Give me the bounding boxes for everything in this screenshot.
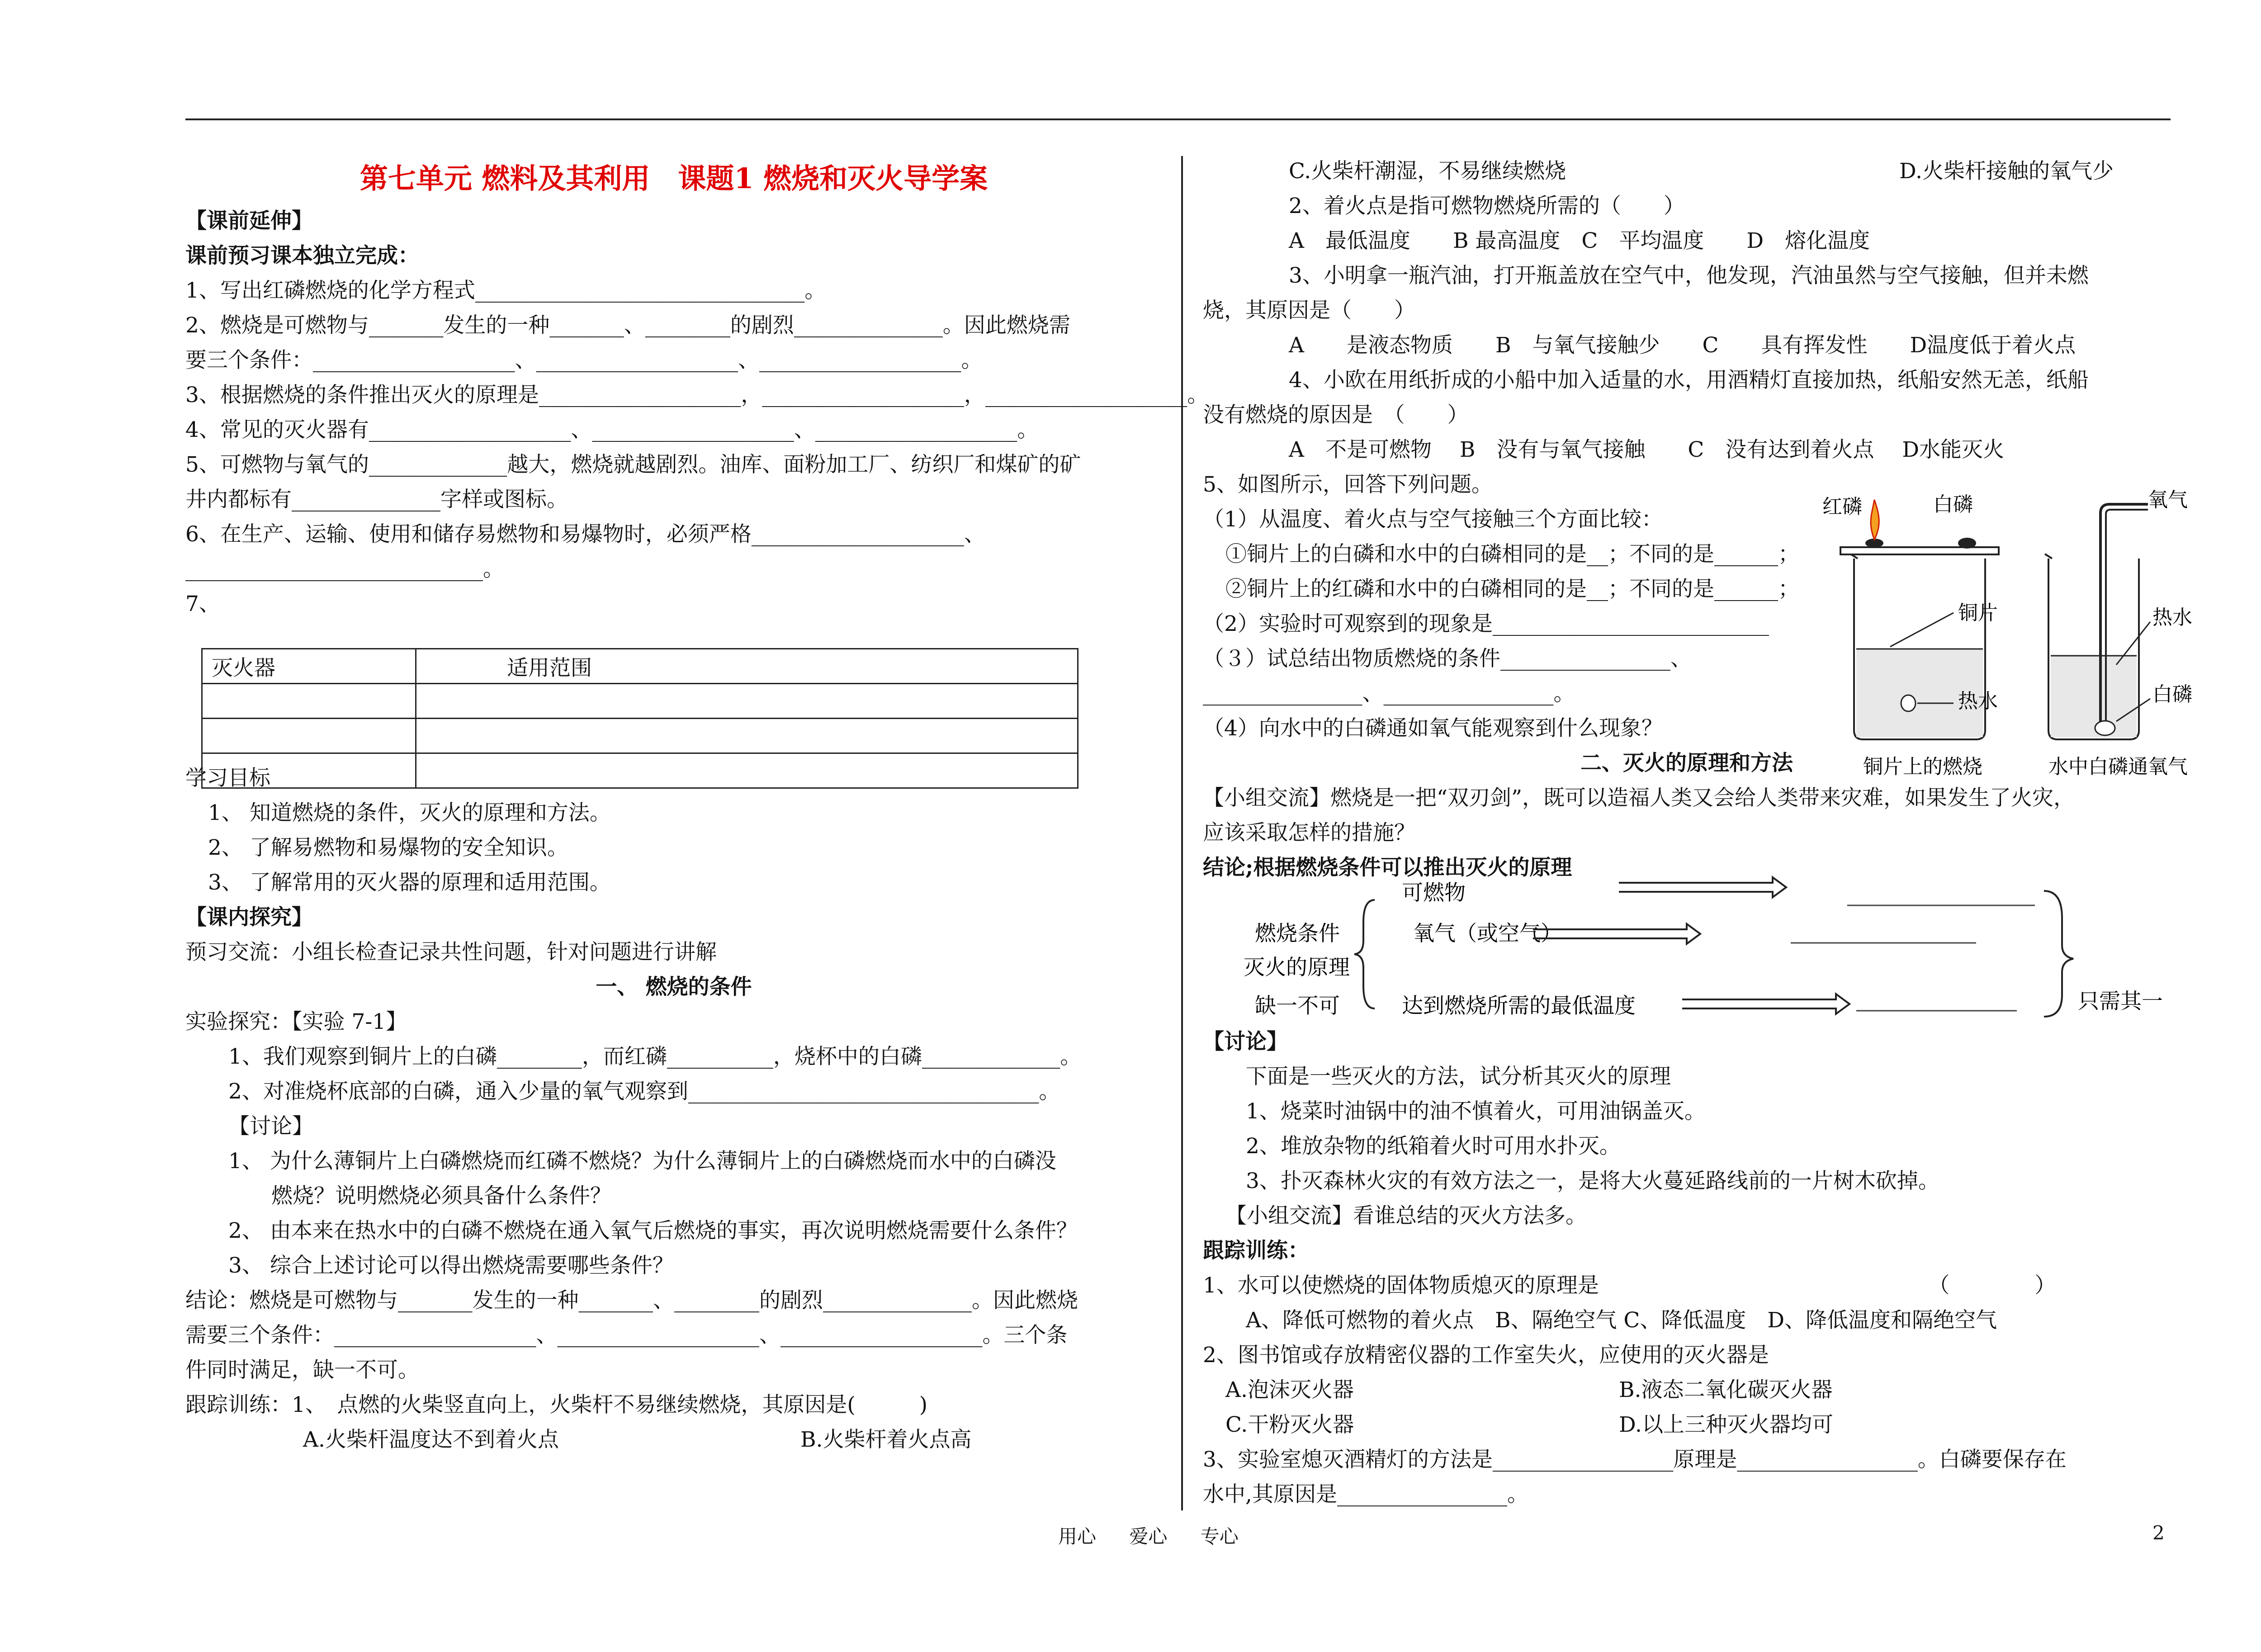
extinguish-principle-label: 灭火的原理 xyxy=(1244,955,1350,980)
pre-sub: 课前预习课本独立完成： xyxy=(185,243,419,268)
track-1: 跟踪训练：1、 点燃的火柴竖直向上，火柴杆不易继续燃烧，其原因是( ) xyxy=(185,1392,928,1417)
review-3b: 水中,其原因是________________。 xyxy=(1203,1482,1528,1507)
table-cell xyxy=(416,684,1078,719)
right-brace xyxy=(2044,891,2073,1017)
table-cell xyxy=(416,719,1078,753)
question-5: 5、如图所示，回答下列问题。 xyxy=(1203,472,1493,497)
question-5b: 井内都标有______________字样或图标。 xyxy=(185,487,568,512)
question-7: 7、 xyxy=(185,592,220,616)
question-6a: 6、在生产、运输、使用和储存易燃物和易爆物时，必须严格____________________、 xyxy=(185,522,985,547)
review-2-options-ab xyxy=(1203,1373,2171,1407)
table-header-cell: 灭火器 xyxy=(202,649,416,684)
label-red-phosphorus: 红磷 xyxy=(1822,495,1862,518)
question-5-3a: （３）试总结出物质燃烧的条件________________、 xyxy=(1203,646,1692,671)
label-white-phosphorus: 白磷 xyxy=(1933,493,1973,516)
track-1-options-ab xyxy=(185,1422,1162,1457)
review-2: 2、图书馆或存放精密仪器的工作室失火，应使用的灭火器是 xyxy=(1203,1343,1769,1368)
review-2-options-cd xyxy=(1203,1407,2171,1442)
method-3: 3、扑灭森林火灾的有效方法之一，是将大火蔓延路线前的一片树木砍掉。 xyxy=(1246,1169,1939,1193)
question-5-1: （1）从温度、着火点与空气接触三个方面比较： xyxy=(1203,507,1663,532)
track-4a: 4、小欧在用纸折成的小船中加入适量的水，用酒精灯直接加热，纸船安然无恙，纸船 xyxy=(1289,368,2089,393)
inclass-heading: 【课内探究】 xyxy=(185,905,313,930)
table-row xyxy=(202,684,1078,719)
item-oxygen: 氧气（或空气） xyxy=(1413,921,1562,946)
review-1-options: A、降低可燃物的着火点 B、隔绝空气 C、降低温度 D、降低温度和隔绝空气 xyxy=(1246,1308,1997,1333)
caption-1: 铜片上的燃烧 xyxy=(1863,755,1982,778)
pre-heading: 【课前延伸】 xyxy=(185,208,313,233)
table-cell xyxy=(202,719,416,753)
conclusion-3: 件同时满足，缺一不可。 xyxy=(185,1358,419,1382)
question-2b: 要三个条件：___________________、___________________、___________________。 xyxy=(185,348,983,373)
only-one-label: 只需其一 xyxy=(2078,989,2163,1014)
question-1: 1、写出红磷燃烧的化学方程式_______________________________。 xyxy=(185,278,826,303)
method-2: 2、堆放杂物的纸箱着火时可用水扑灭。 xyxy=(1246,1134,1621,1159)
track-3b: 烧，其原因是（ ） xyxy=(1203,298,1415,323)
table-cell xyxy=(202,753,416,788)
section-1-heading: 一、 燃烧的条件 xyxy=(596,975,752,999)
footer-motto: 用心 爱心 专心 xyxy=(1058,1525,1239,1548)
label-hot-water-2: 热水 xyxy=(2152,606,2192,629)
white-phosphorus xyxy=(1958,538,1976,549)
group-exchange-2: 【小组交流】看谁总结的灭火方法多。 xyxy=(1225,1203,1587,1228)
table-cell xyxy=(416,753,1078,788)
question-2a: 2、燃烧是可燃物与_______发生的一种_______、________的剧烈______________。因此燃烧需 xyxy=(185,313,1070,338)
page-number: 2 xyxy=(2152,1522,2165,1544)
label-hot-water: 热水 xyxy=(1958,690,1998,713)
caption-2: 水中白磷通氧气 xyxy=(2048,755,2188,778)
preview-text: 预习交流：小组长检查记录共性问题，针对问题进行讲解 xyxy=(185,940,717,965)
experiment-2: 2、对准烧杯底部的白磷，通入少量的氧气观察到_________________________________。 xyxy=(228,1079,1060,1104)
question-4: 4、常见的灭火器有___________________、___________________、___________________。 xyxy=(185,417,1039,442)
extinguish-flow-diagram xyxy=(1235,873,2166,1022)
group-exchange-1b: 应该采取怎样的措施？ xyxy=(1203,820,1415,845)
goals-heading: 学习目标 xyxy=(185,766,270,790)
flow-conclusion: 结论;根据燃烧条件可以推出灭火的原理 xyxy=(1203,855,1572,880)
must-all-label: 缺一不可 xyxy=(1255,994,1340,1018)
discussion-1a: 1、 为什么薄铜片上白磷燃烧而红磷不燃烧？为什么薄铜片上的白磷燃烧而水中的白磷没 xyxy=(228,1149,1056,1174)
column-divider xyxy=(1181,156,1183,1510)
question-6b: ____________________________。 xyxy=(185,557,504,582)
track-2-options: A 最低温度 B 最高温度 C 平均温度 D 熔化温度 xyxy=(1289,228,1870,253)
item-temperature: 达到燃烧所需的最低温度 xyxy=(1402,994,1636,1018)
discussion-1b: 燃烧？说明燃烧必须具备什么条件？ xyxy=(271,1183,611,1208)
conclusion-2: 需要三个条件：___________________、___________________、___________________。三个条 xyxy=(185,1323,1068,1348)
discussion-intro: 下面是一些灭火的方法，试分析其灭火的原理 xyxy=(1246,1064,1671,1089)
review-1: 1、水可以使燃烧的固体物质熄灭的原理是 （ ） xyxy=(1203,1273,2056,1298)
extinguisher-table xyxy=(201,648,1078,789)
track-2: 2、着火点是指可燃物燃烧所需的（ ） xyxy=(1289,194,1685,218)
table-cell xyxy=(202,684,416,719)
question-5-1b: ②铜片上的红磷和水中的白磷相同的是__；不同的是______； xyxy=(1225,577,1799,601)
discussion-2: 2、 由本来在热水中的白磷不燃烧在通入氧气后燃烧的事实，再次说明燃烧需要什么条件？ xyxy=(228,1218,1078,1243)
flame-icon xyxy=(1871,500,1879,540)
experiment-heading: 实验探究：【实验 7-1】 xyxy=(185,1009,407,1034)
top-rule xyxy=(185,118,2171,120)
page-title: 第七单元 燃料及其利用 课题1 燃烧和灭火导学案 xyxy=(359,162,988,195)
question-3: 3、根据燃烧的条件推出灭火的原理是___________________，___________________，___________________。 xyxy=(185,383,1209,407)
track-1-options-cd xyxy=(1203,154,2171,189)
left-brace xyxy=(1354,900,1375,1008)
discussion-3: 3、 综合上述讨论可以得出燃烧需要哪些条件？ xyxy=(228,1253,674,1278)
track-4-options: A 不是可燃物 B 没有与氧气接触 C 没有达到着火点 D水能灭火 xyxy=(1289,437,2005,462)
option-c: C.火柴杆潮湿，不易继续燃烧 xyxy=(1289,159,1566,184)
arrow-icon xyxy=(1682,994,1849,1014)
table-row xyxy=(202,753,1078,788)
track-3-options: A 是液态物质 B 与氧气接触少 C 具有挥发性 D温度低于着火点 xyxy=(1289,333,2076,358)
combustion-conditions-label: 燃烧条件 xyxy=(1255,921,1340,946)
question-5-1a: ①铜片上的白磷和水中的白磷相同的是__；不同的是______； xyxy=(1225,542,1799,567)
group-exchange-1a: 【小组交流】燃烧是一把“双刃剑”，既可以造福人类又会给人类带来灾难，如果发生了火灾， xyxy=(1203,786,2075,810)
white-phosphorus-2 xyxy=(2095,721,2115,735)
track-4b: 没有燃烧的原因是 （ ） xyxy=(1203,402,1469,427)
question-5-2: （2）实验时可观察到的现象是__________________________ xyxy=(1203,611,1769,636)
conclusion-1: 结论：燃烧是可燃物与_______发生的一种_______、________的剧烈______________。因此燃烧 xyxy=(185,1288,1078,1313)
option-c: C.干粉灭火器 xyxy=(1225,1412,1354,1437)
question-5-4: （4）向水中的白磷通如氧气能观察到什么现象？ xyxy=(1203,716,1663,741)
question-5a: 5、可燃物与氧气的_____________越大，燃烧就越剧烈。油库、面粉加工厂、纺织厂和煤矿的矿 xyxy=(185,452,1081,477)
water xyxy=(2051,656,2137,737)
goal-1: 1、 知道燃烧的条件，灭火的原理和方法。 xyxy=(208,800,611,825)
submerged-phosphorus xyxy=(1901,695,1916,711)
track-3a: 3、小明拿一瓶汽油，打开瓶盖放在空气中，他发现，汽油虽然与空气接触，但并未燃 xyxy=(1289,263,2089,288)
label-copper: 铜片 xyxy=(1958,601,1998,625)
method-1: 1、烧菜时油锅中的油不慎着火，可用油锅盖灭。 xyxy=(1246,1099,1706,1124)
experiment-figure xyxy=(1822,486,2193,785)
left-column xyxy=(185,154,1209,1457)
table-row xyxy=(202,649,1078,684)
goal-2: 2、 了解易燃物和易爆物的安全知识。 xyxy=(208,835,568,860)
copper-plate xyxy=(1840,547,1999,554)
discussion-heading-2: 【讨论】 xyxy=(1203,1029,1288,1054)
option-b: B.火柴杆着火点高 xyxy=(800,1427,972,1452)
label-white-phosphorus-2: 白磷 xyxy=(2152,683,2192,706)
experiment-1: 1、我们观察到铜片上的白磷________，而红磷__________，烧杯中的白磷_____________。 xyxy=(228,1044,1082,1069)
right-column xyxy=(1203,154,2171,1512)
table-header-cell: 适用范围 xyxy=(416,649,1078,684)
goal-3: 3、 了解常用的灭火器的原理和适用范围。 xyxy=(208,870,611,895)
option-a: A.泡沫灭火器 xyxy=(1225,1377,1354,1402)
arrow-icon xyxy=(1619,877,1786,897)
review-3a: 3、实验室熄灭酒精灯的方法是_________________原理是_________________。白磷要保存在 xyxy=(1203,1447,2067,1472)
beaker-oxygen xyxy=(2045,504,2150,739)
option-a: A.火柴杆温度达不到着火点 xyxy=(303,1427,559,1452)
option-d: D.火柴杆接触的氧气少 xyxy=(1899,159,2114,184)
question-5-3b: _______________、________________。 xyxy=(1203,681,1575,706)
item-fuel: 可燃物 xyxy=(1402,880,1466,905)
table-row xyxy=(202,719,1078,753)
option-b: B.液态二氧化碳灭火器 xyxy=(1619,1377,1833,1402)
discussion-heading: 【讨论】 xyxy=(228,1114,313,1139)
option-d: D.以上三种灭火器均可 xyxy=(1619,1412,1833,1437)
label-oxygen: 氧气 xyxy=(2148,488,2188,511)
track-heading: 跟踪训练： xyxy=(1203,1238,1309,1263)
section-2-heading: 二、灭火的原理和方法 xyxy=(1580,751,1793,776)
